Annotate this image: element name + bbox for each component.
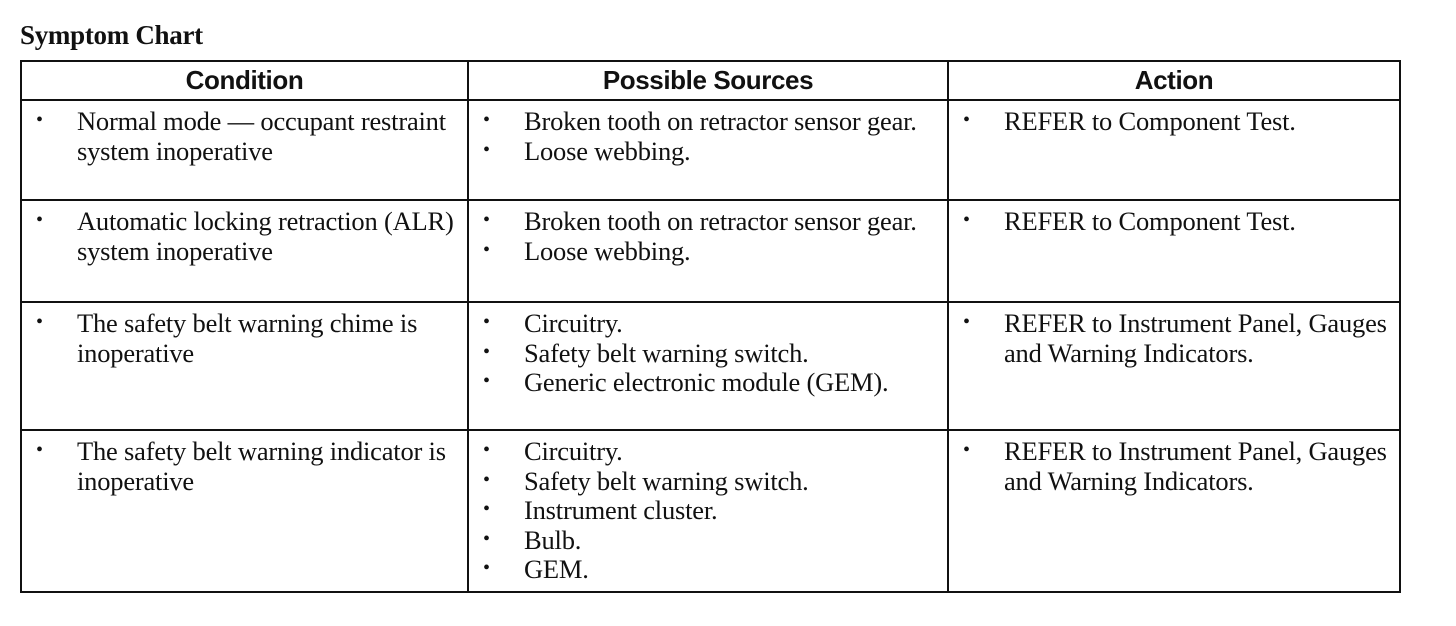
action-cell xyxy=(948,430,1400,592)
page-title: Symptom Chart xyxy=(20,20,203,50)
list-item xyxy=(469,237,947,267)
table-row xyxy=(21,200,1400,302)
source-text: GEM. xyxy=(524,554,589,584)
sources-cell xyxy=(468,302,948,430)
bullet-icon: • xyxy=(36,439,43,461)
action-cell xyxy=(948,100,1400,200)
list-item xyxy=(22,309,467,368)
source-text: Loose webbing. xyxy=(524,135,691,166)
list-item xyxy=(22,437,467,496)
list-item xyxy=(469,526,947,556)
sources-cell xyxy=(468,100,948,200)
condition-list xyxy=(22,309,467,368)
bullet-icon: • xyxy=(963,109,970,131)
list-item xyxy=(469,207,947,237)
list-item xyxy=(469,467,947,497)
action-text: REFER to Instrument Panel, Gauges and Warning Indicators. xyxy=(1004,436,1387,496)
source-text: Instrument cluster. xyxy=(524,495,718,525)
list-item xyxy=(949,107,1399,137)
table-row xyxy=(21,100,1400,200)
condition-text: Normal mode — occupant restraint system inoperative xyxy=(77,106,446,166)
list-item xyxy=(469,107,947,137)
bullet-icon: • xyxy=(483,340,490,363)
bullet-icon: • xyxy=(483,527,490,550)
bullet-icon: • xyxy=(483,370,490,392)
list-item xyxy=(469,339,947,369)
column-header-possible-sources: Possible Sources xyxy=(468,61,948,100)
bullet-icon: • xyxy=(483,109,490,131)
source-text: Broken tooth on retractor sensor gear. xyxy=(524,106,917,136)
bullet-icon: • xyxy=(483,557,490,579)
action-list xyxy=(949,437,1399,496)
bullet-icon: • xyxy=(36,209,43,231)
list-item xyxy=(22,107,467,166)
action-text: REFER to Component Test. xyxy=(1004,206,1296,236)
list-item xyxy=(469,437,947,467)
condition-list xyxy=(22,207,467,266)
condition-list xyxy=(22,437,467,496)
sources-list xyxy=(469,309,947,398)
list-item xyxy=(469,309,947,339)
bullet-icon: • xyxy=(963,209,970,231)
list-item xyxy=(949,309,1399,368)
action-cell xyxy=(948,200,1400,302)
source-text: Safety belt warning switch. xyxy=(524,337,809,368)
source-text: Loose webbing. xyxy=(524,235,691,266)
source-text: Broken tooth on retractor sensor gear. xyxy=(524,206,917,236)
action-list xyxy=(949,107,1399,137)
list-item xyxy=(22,207,467,266)
sources-list xyxy=(469,207,947,266)
action-text: REFER to Component Test. xyxy=(1004,106,1296,136)
list-item xyxy=(469,496,947,526)
bullet-icon: • xyxy=(483,311,490,333)
bullet-icon: • xyxy=(963,311,970,333)
condition-cell xyxy=(21,302,468,430)
condition-text: Automatic locking retraction (ALR) system inoperative xyxy=(77,206,454,266)
action-cell xyxy=(948,302,1400,430)
list-item xyxy=(469,555,947,585)
bullet-icon: • xyxy=(483,498,490,520)
list-item xyxy=(469,137,947,167)
list-item xyxy=(949,437,1399,496)
action-list xyxy=(949,309,1399,368)
bullet-icon: • xyxy=(483,238,490,261)
sources-cell xyxy=(468,430,948,592)
condition-cell xyxy=(21,430,468,592)
column-header-action: Action xyxy=(948,61,1400,100)
source-text: Generic electronic module (GEM). xyxy=(524,367,889,397)
condition-cell xyxy=(21,100,468,200)
condition-text: The safety belt warning chime is inoperative xyxy=(77,308,418,368)
sources-list xyxy=(469,437,947,585)
column-header-condition: Condition xyxy=(21,61,468,100)
condition-text: The safety belt warning indicator is inoperative xyxy=(77,436,446,496)
sources-list xyxy=(469,107,947,166)
action-text: REFER to Instrument Panel, Gauges and Warning Indicators. xyxy=(1004,308,1387,368)
bullet-icon: • xyxy=(36,311,43,333)
source-text: Bulb. xyxy=(524,524,582,555)
bullet-icon: • xyxy=(483,439,490,461)
list-item xyxy=(949,207,1399,237)
source-text: Safety belt warning switch. xyxy=(524,465,809,496)
condition-cell xyxy=(21,200,468,302)
list-item xyxy=(469,368,947,398)
symptom-table xyxy=(20,60,1401,593)
source-text: Circuitry. xyxy=(524,436,623,466)
header-row xyxy=(21,61,1400,100)
bullet-icon: • xyxy=(483,468,490,491)
bullet-icon: • xyxy=(963,439,970,461)
table-row xyxy=(21,302,1400,430)
action-list xyxy=(949,207,1399,237)
bullet-icon: • xyxy=(483,209,490,231)
bullet-icon: • xyxy=(483,138,490,161)
table-row xyxy=(21,430,1400,592)
sources-cell xyxy=(468,200,948,302)
condition-list xyxy=(22,107,467,166)
bullet-icon: • xyxy=(36,109,43,131)
source-text: Circuitry. xyxy=(524,308,623,338)
